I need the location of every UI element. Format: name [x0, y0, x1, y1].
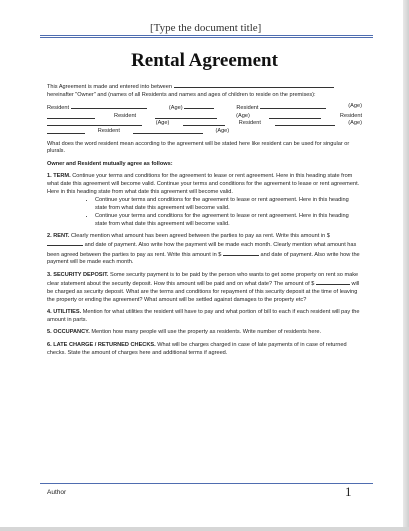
section-occupancy: [47, 329, 362, 337]
intro-paragraph: [47, 82, 362, 99]
section-label: 2. RENT.: [47, 232, 70, 239]
owner-name-blank: [174, 82, 334, 88]
resident-label: Resident: [47, 105, 70, 112]
rent-amount-blank: [223, 250, 259, 256]
section-text: and date of payment. Also write how the payment will be made each month.: [47, 251, 360, 266]
section-text: will be charged as security deposit. What are the terms and conditions for repayment of this security deposit at the time of leaving the property or ending the agreement? What amount will be settled against damages to the property etc?: [47, 281, 360, 303]
age-label: (Age): [155, 120, 170, 127]
resident-label: Resident: [339, 112, 362, 119]
age-label: (Age): [348, 120, 362, 127]
section-text: Mention how many people will use the property as residents. Write number of residents here.: [91, 329, 322, 336]
resident-row: [47, 128, 362, 136]
section-utilities: [47, 309, 362, 324]
footer-author[interactable]: Author: [47, 489, 67, 496]
resident-label: Resident: [97, 127, 120, 134]
section-text: and date of payment. Also write how the payment will be made each month. Clearly mention what amount has been agreed between the parties to pay as rent. Write this amount in $: [47, 242, 357, 258]
page-number: 1: [345, 484, 352, 499]
section-rent: [47, 233, 362, 267]
resident-row: [47, 103, 362, 113]
age-label: (Age): [168, 105, 183, 112]
section-late-charge: [47, 342, 362, 357]
residents-block: [47, 103, 362, 135]
page-shadow-right: [403, 0, 409, 531]
section-text: What will be charges charged in case of late payments of in case of returned checks. State the amount of charges here and additional terms if agreed.: [47, 342, 347, 356]
section-text: Some security payment is to be paid by the person who wants to get some property on rent so make clear statement about the security deposit. How this amount will be paid and on what date? The amount of $: [47, 271, 359, 288]
section-text: Mention for what utilities the resident will have to pay and what portion of bill to each if each resident will pay the amount in parts.: [47, 309, 360, 323]
footer-rule: [40, 483, 373, 484]
section-term: [47, 173, 362, 196]
section-label: 3. SECURITY DEPOSIT.: [47, 271, 109, 278]
resident-row: [47, 113, 362, 121]
resident-label: Resident: [238, 120, 261, 127]
intro-text-2: hereinafter "Owner" and (names of all Residents and names and ages of children to reside on the premises):: [47, 91, 316, 98]
age-label: (Age): [215, 127, 230, 134]
section-text: Clearly mention what amount has been agreed between the parties to pay as rent. Write this amount in $: [70, 232, 330, 239]
resident-label: Resident: [236, 105, 259, 112]
header-rule: [40, 35, 373, 38]
term-bullet-list: [47, 197, 362, 228]
resident-definition: What does the word resident mean according to the agreement will be stated here like resident can be used for singular or plurals.: [47, 140, 350, 155]
resident-label: Resident: [114, 112, 137, 119]
intro-text: This Agreement is made and entered into between: [47, 84, 173, 90]
section-label: 4. UTILITIES.: [47, 309, 82, 316]
list-item: • Continue your terms and conditions for the agreement to lease or rent agreement. Here in this heading state from what date this agreement will become valid.: [95, 197, 362, 212]
age-label: (Age): [348, 103, 362, 110]
rent-amount-blank: [47, 240, 83, 246]
section-label: 6. LATE CHARGE / RETURNED CHECKS.: [47, 342, 156, 349]
list-item: • Continue your terms and conditions for the agreement to lease or rent agreement. Here in this heading state from what date this agreement will become valid.: [95, 213, 362, 228]
deposit-amount-blank: [316, 279, 350, 285]
age-label: (Age): [236, 112, 250, 119]
document-title-placeholder[interactable]: [Type the document title]: [150, 22, 262, 34]
page-shadow-bottom: [0, 527, 409, 531]
page-title: Rental Agreement: [131, 50, 278, 71]
section-label: 1. TERM.: [47, 173, 71, 180]
resident-row: [47, 120, 362, 128]
section-text: Continue your terms and conditions for the agreement to lease or rent agreement. Here in this heading state from what date this agreement will become valid. Continue your terms and conditions for the agreement to lease or rent agreement. Here in this heading state from what date this agreement will become valid.: [47, 173, 360, 195]
section-label: 5. OCCUPANCY.: [47, 329, 90, 336]
agree-heading: Owner and Resident mutually agree as follows:: [47, 160, 173, 167]
section-deposit: [47, 272, 362, 304]
agreement-body: [47, 82, 362, 362]
